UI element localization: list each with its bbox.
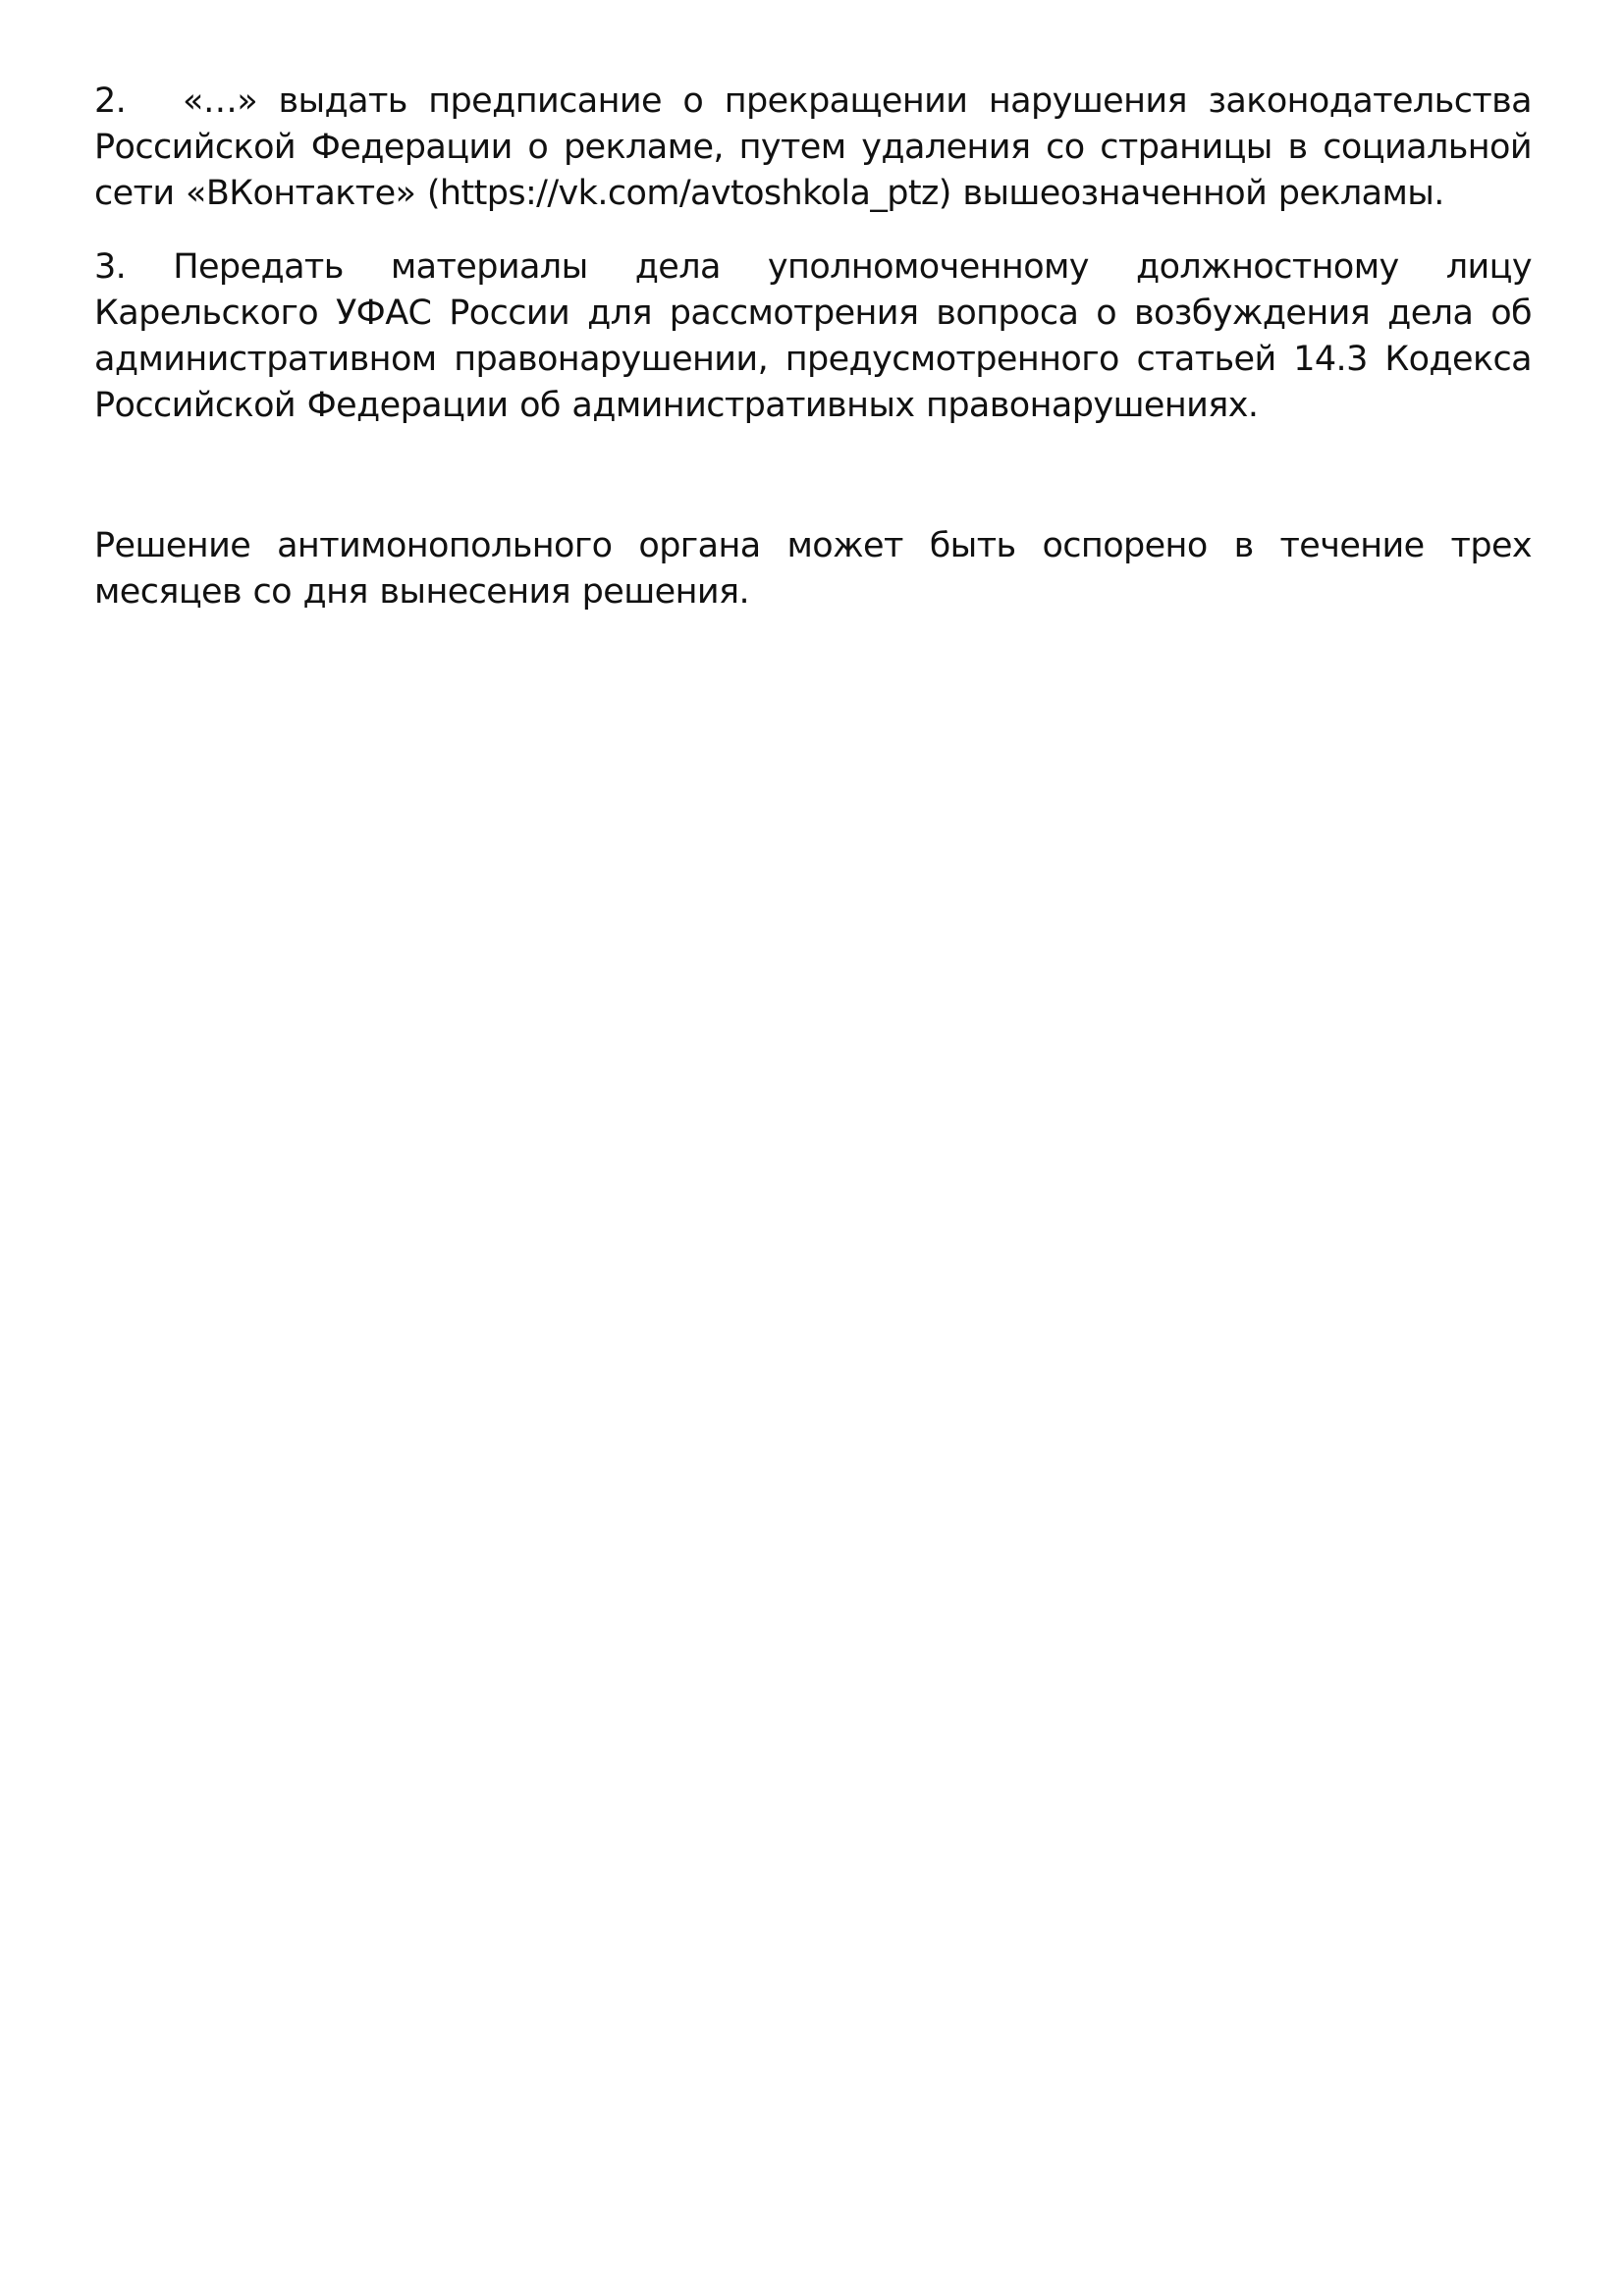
list-item-number: 2. bbox=[94, 81, 127, 121]
document-page bbox=[94, 79, 1532, 615]
list-item-text: Передать материалы дела уполномоченному должностному лицу Карельского УФАС России для рассмотрения вопроса о возбуждения дела об административном правонарушении, предусмотренного статьей 14.3 Кодекса Российской Федерации об административных правонарушениях. bbox=[94, 247, 1532, 425]
list-item-text: «…» выдать предписание о прекращении нарушения законодательства Российской Федерации о рекламе, путем удаления со страницы в социальной сети «ВКонтакте» (https://vk.com/avtoshkola_ptz) вышеозначенной рекламы. bbox=[94, 81, 1532, 213]
list-item-3 bbox=[94, 244, 1532, 429]
list-item-2 bbox=[94, 79, 1532, 217]
appeal-note: Решение антимонопольного органа может быть оспорено в течение трех месяцев со дня вынесения решения. bbox=[94, 526, 1532, 612]
list-item-number: 3. bbox=[94, 247, 127, 287]
